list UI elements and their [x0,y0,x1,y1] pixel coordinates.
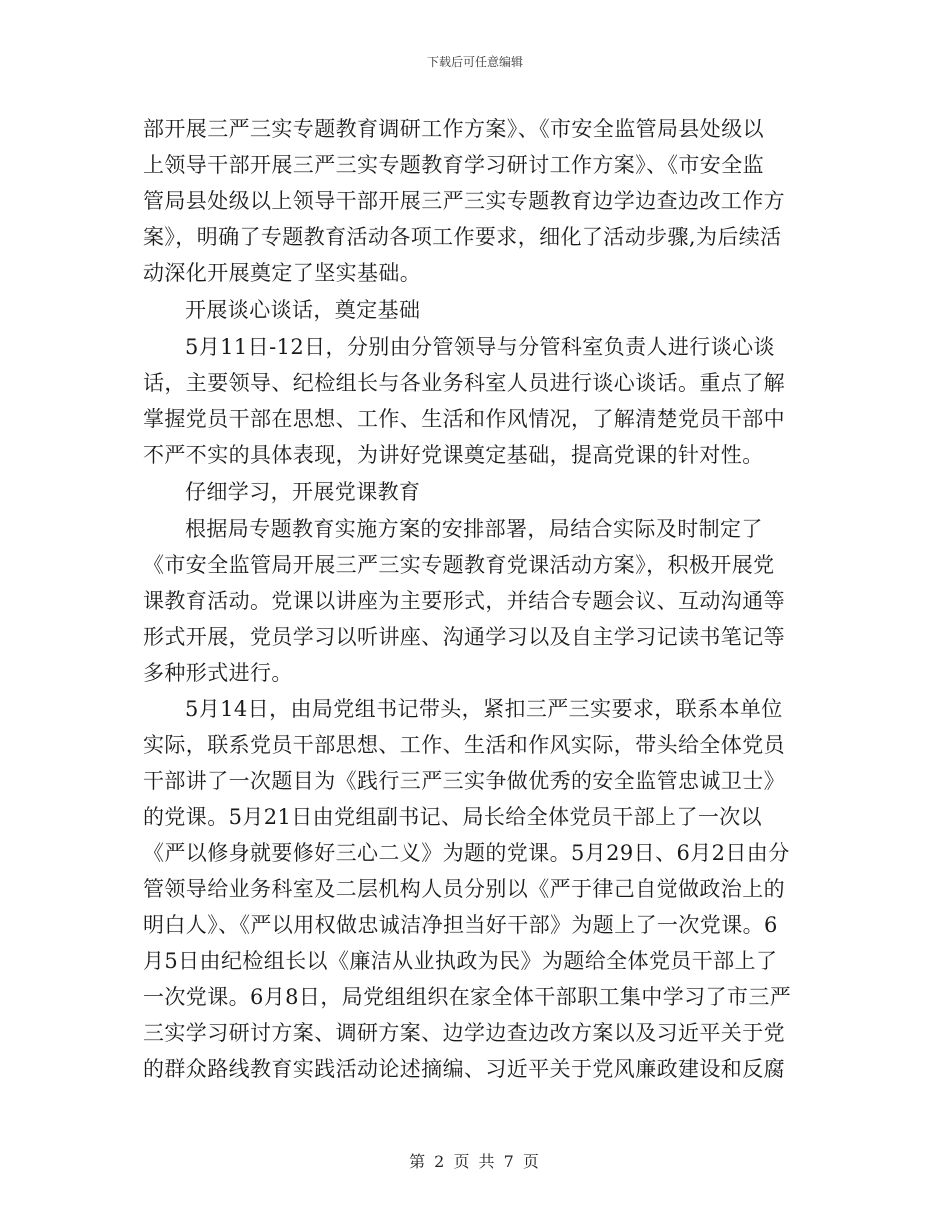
paragraph-first-line: 5月11日-12日，分别由分管领导与分管科室负责人进行谈心谈 [185,335,775,359]
body-line: 不严不实的具体表现，为讲好党课奠定基础，提高党课的针对性。 [143,443,764,467]
page-number: 第 2 页 共 7 页 [409,1152,541,1171]
body-line: 管局县处级以上领导干部开展三严三实专题教育边学边查边改工作方 [143,189,785,213]
body-line: 一次党课。6月8日，局党组组织在家全体干部职工集中学习了市三严 [143,985,792,1009]
body-line: 动深化开展奠定了坚实基础。 [143,261,422,285]
body-line: 明白人》、《严以用权做忠诚洁净担当好干部》为题上了一次党课。6 [143,913,778,937]
body-line: 干部讲了一次题目为《践行三严三实争做优秀的安全监管忠诚卫士》 [143,769,785,793]
body-line: 《市安全监管局开展三严三实专题教育党课活动方案》，积极开展党 [143,553,775,577]
paragraph-first-line: 根据局专题教育实施方案的安排部署，局结合实际及时制定了 [185,517,763,541]
body-line: 的党课。5月21日由党组副书记、局长给全体党员干部上了一次以 [143,805,763,829]
body-line: 话，主要领导、纪检组长与各业务科室人员进行谈心谈话。重点了解 [143,371,785,395]
body-line: 部开展三严三实专题教育调研工作方案》、《市安全监管局县处级以 [143,117,764,141]
body-line: 《严以修身就要修好三心二义》为题的党课。5月29日、6月2日由分 [143,841,790,865]
body-line: 案》，明确了专题教育活动各项工作要求，细化了活动步骤,为后续活 [143,225,782,249]
body-line: 课教育活动。党课以讲座为主要形式，并结合专题会议、互动沟通等 [143,589,785,613]
body-line: 月5日由纪检组长以《廉洁从业执政为民》为题给全体党员干部上了 [143,949,778,973]
body-line: 上领导干部开展三严三实专题教育学习研讨工作方案》、《市安全监 [143,153,764,177]
body-line: 管领导给业务科室及二层机构人员分别以《严于律己自觉做政治上的 [143,877,785,901]
body-line: 多种形式进行。 [143,661,293,685]
body-line: 形式开展，党员学习以听讲座、沟通学习以及自主学习记读书笔记等 [143,625,785,649]
body-line: 三实学习研讨方案、调研方案、边学边查边改方案以及习近平关于党 [143,1021,785,1045]
section-heading: 开展谈心谈话，奠定基础 [185,298,421,322]
body-line: 掌握党员干部在思想、工作、生活和作风情况，了解清楚党员干部中 [143,407,785,431]
section-heading: 仔细学习，开展党课教育 [185,480,421,504]
paragraph-first-line: 5月14日，由局党组书记带头，紧扣三严三实要求，联系本单位 [185,697,783,721]
body-line: 的群众路线教育实践活动论述摘编、习近平关于党风廉政建设和反腐 [143,1057,785,1081]
document-body [143,111,811,1087]
page-header: 下载后可任意编辑 [426,55,523,69]
body-line: 实际，联系党员干部思想、工作、生活和作风实际，带头给全体党员 [143,733,785,757]
